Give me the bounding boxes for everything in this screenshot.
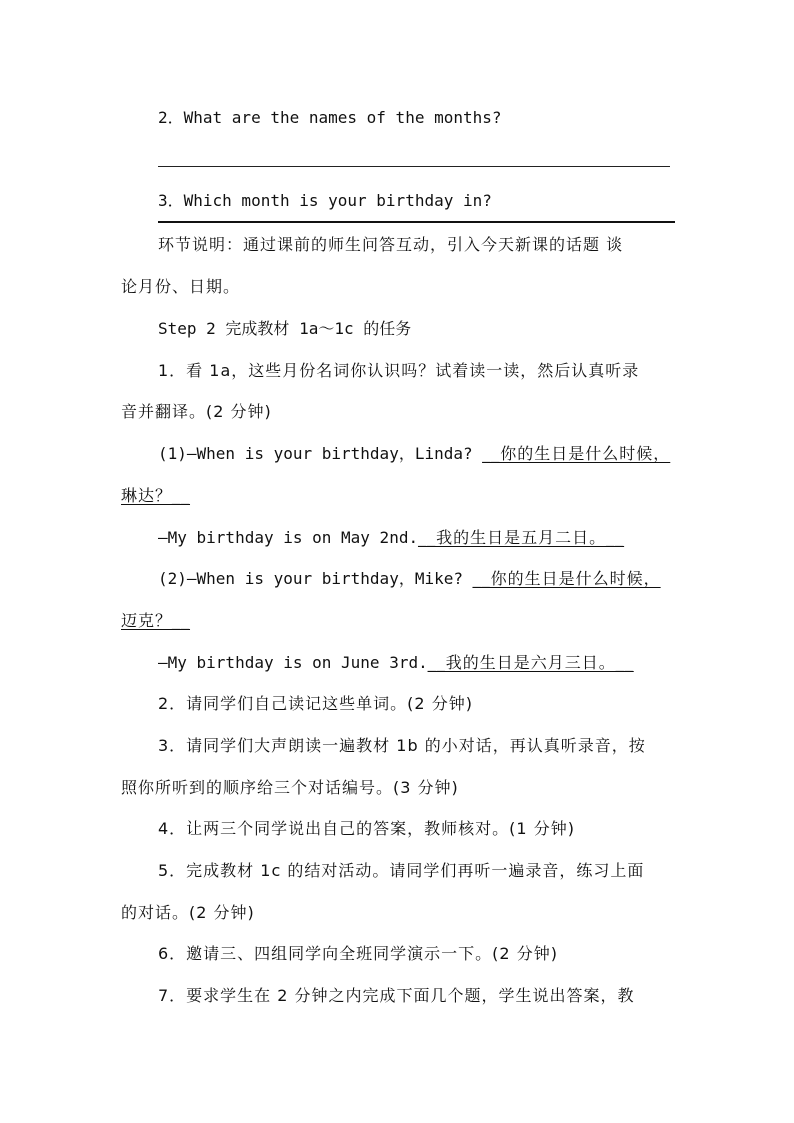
- item-7-line-1: 7．要求学生在 2 分钟之内完成下面几个题，学生说出答案，教: [158, 986, 635, 1005]
- dialog-2-answer-translation: __我的生日是六月三日。__: [427, 653, 634, 672]
- dialog-2-question-translation-cont: 迈克？__: [121, 611, 191, 630]
- dialog-2-question-translation: __你的生日是什么时候，: [472, 569, 661, 588]
- dialog-1-question-translation: __你的生日是什么时候，: [482, 444, 671, 463]
- item-5-line-2: 的对话。(2 分钟): [121, 903, 255, 922]
- step2-title: Step 2 完成教材 1a～1c 的任务: [158, 319, 412, 338]
- explain-line-1: 环节说明：通过课前的师生问答互动，引入今天新课的话题 谈: [158, 235, 624, 254]
- item-2: 2．请同学们自己读记这些单词。(2 分钟): [158, 694, 473, 713]
- dialog-1-answer-translation: __我的生日是五月二日。__: [418, 528, 625, 547]
- answer-blank-line: [158, 221, 675, 223]
- question-3: 3．Which month is your birthday in?: [158, 191, 492, 210]
- question-2: 2．What are the names of the months?: [158, 108, 502, 127]
- dialog-1-answer-text: —My birthday is on May 2nd.: [158, 528, 419, 547]
- item-1-line-2: 音并翻译。(2 分钟): [121, 402, 272, 421]
- answer-blank-line: [158, 166, 670, 167]
- dialog-2-question: [158, 567, 661, 591]
- item-1-line-1: 1．看 1a，这些月份名词你认识吗？试着读一读，然后认真听录: [158, 361, 640, 380]
- explain-line-2: 论月份、日期。: [121, 277, 241, 296]
- dialog-2-answer: [158, 651, 634, 675]
- dialog-1-question-translation-cont: 琳达？__: [121, 486, 191, 505]
- item-4: 4．让两三个同学说出自己的答案，教师核对。(1 分钟): [158, 819, 575, 838]
- item-6: 6．邀请三、四组同学向全班同学演示一下。(2 分钟): [158, 944, 558, 963]
- dialog-2-answer-text: —My birthday is on June 3rd.: [158, 653, 428, 672]
- item-3-line-1: 3．请同学们大声朗读一遍教材 1b 的小对话，再认真听录音，按: [158, 736, 646, 755]
- item-3-line-2: 照你所听到的顺序给三个对话编号。(3 分钟): [121, 778, 459, 797]
- dialog-1-answer: [158, 526, 624, 550]
- item-5-line-1: 5．完成教材 1c 的结对活动。请同学们再听一遍录音，练习上面: [158, 861, 645, 880]
- dialog-1-question-text: (1)—When is your birthday，Linda?: [158, 444, 483, 463]
- dialog-2-question-text: (2)—When is your birthday，Mike?: [158, 569, 473, 588]
- dialog-1-question: [158, 442, 670, 466]
